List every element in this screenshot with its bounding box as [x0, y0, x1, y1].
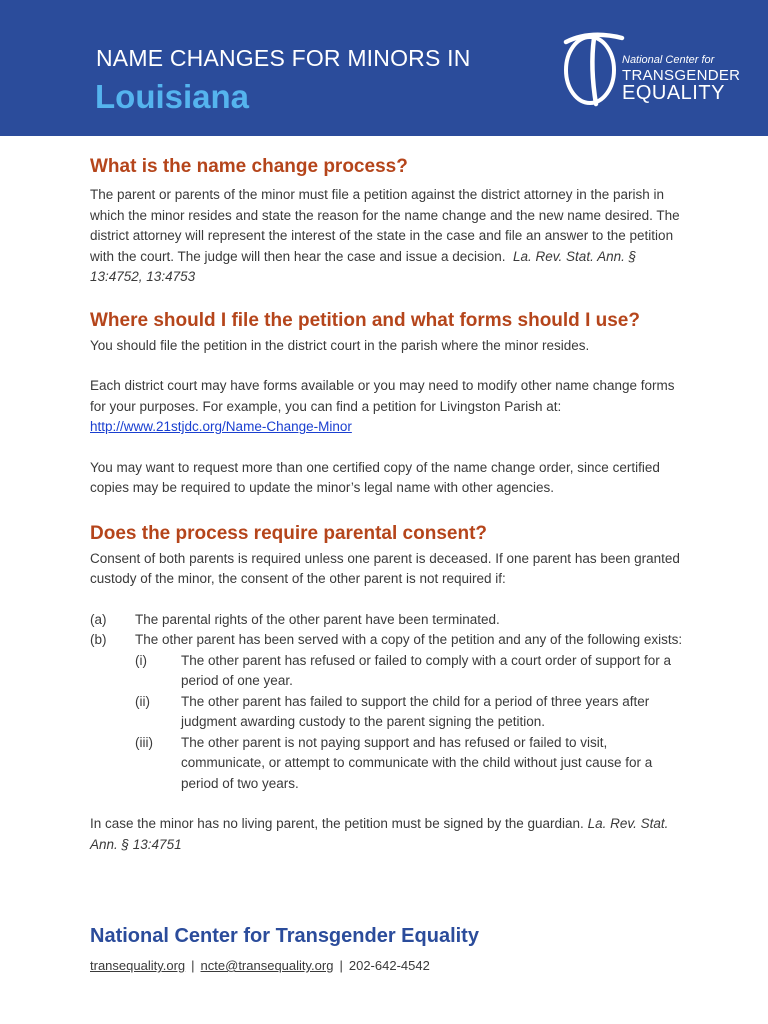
consent-list: [90, 610, 690, 795]
footer-separator: |: [191, 958, 195, 973]
footer-separator: |: [339, 958, 343, 973]
section-heading-process: What is the name change process?: [90, 156, 408, 177]
consent-closing: In case the minor has no living parent, the petition must be signed by the guardian. La. Rev. Stat. Ann. § 13:4751: [90, 816, 669, 852]
header-banner: [0, 0, 768, 136]
main-content: [90, 156, 690, 855]
consent-intro: Consent of both parents is required unless one parent is deceased. If one parent has been granted custody of the minor, the consent of the other parent is not required if:: [90, 550, 680, 586]
list-item: (iii) The other parent is not paying support and has refused or failed to visit, communicate, or attempt to communicate with the child without just cause for a period of two years.: [135, 734, 653, 791]
file-paragraph-1: You should file the petition in the district court in the parish where the minor resides.: [90, 337, 590, 353]
livingston-parish-link[interactable]: http://www.21stjdc.org/Name-Change-Minor: [90, 419, 352, 434]
section-heading-file: Where should I file the petition and what forms should I use?: [90, 309, 640, 331]
logo-line-3: EQUALITY: [622, 82, 725, 104]
consent-sublist: [135, 651, 690, 795]
list-item: (i) The other parent has refused or failed to comply with a court order of support for a period of one year.: [135, 652, 672, 688]
section-heading-consent: Does the process require parental consent?: [90, 522, 488, 544]
file-link-line: [90, 417, 690, 438]
list-item: (ii) The other parent has failed to support the child for a period of three years after judgment awarding custody to the parent signing the petition.: [135, 693, 650, 729]
email-link[interactable]: ncte@transequality.org: [200, 958, 334, 973]
file-paragraph-2: Each district court may have forms available or you may need to modify other name change forms for your purposes. For example, you can find a petition for Livingston Parish at:: [90, 378, 675, 414]
consent-citation: La. Rev. Stat. Ann. § 13:4751: [90, 816, 669, 852]
list-item: (b) The other parent has been served with a copy of the petition and any of the following exists:: [90, 632, 683, 647]
file-paragraph-3: You may want to request more than one certified copy of the name change order, since certified copies may be required to update the minor’s legal name with other agencies.: [90, 459, 660, 495]
phone-number: 202-642-4542: [348, 958, 430, 973]
list-item: (a) The parental rights of the other parent have been terminated.: [90, 611, 500, 627]
state-name: Louisiana: [95, 78, 250, 115]
ncte-logo: [560, 28, 741, 110]
page-title: NAME CHANGES FOR MINORS IN: [96, 45, 471, 71]
nce-t-logo-icon: [560, 28, 630, 110]
process-paragraph: The parent or parents of the minor must file a petition against the district attorney in the parish in which the minor resides and state the reason for the name change and the new name desired. The district attorney will represent the interest of the state in the case and file an answer to the petition with the court. The judge will then hear the case and issue a decision. La. Rev. Stat. Ann. § 13:4752, 13:4753: [90, 187, 680, 284]
footer-contact: [90, 958, 430, 973]
footer-org-name: National Center for Transgender Equality: [90, 925, 479, 947]
website-link[interactable]: transequality.org: [90, 958, 186, 973]
logo-line-1: National Center for: [622, 54, 715, 66]
process-citation: La. Rev. Stat. Ann. § 13:4752, 13:4753: [90, 248, 637, 284]
logo-line-2: TRANSGENDER: [622, 67, 741, 84]
